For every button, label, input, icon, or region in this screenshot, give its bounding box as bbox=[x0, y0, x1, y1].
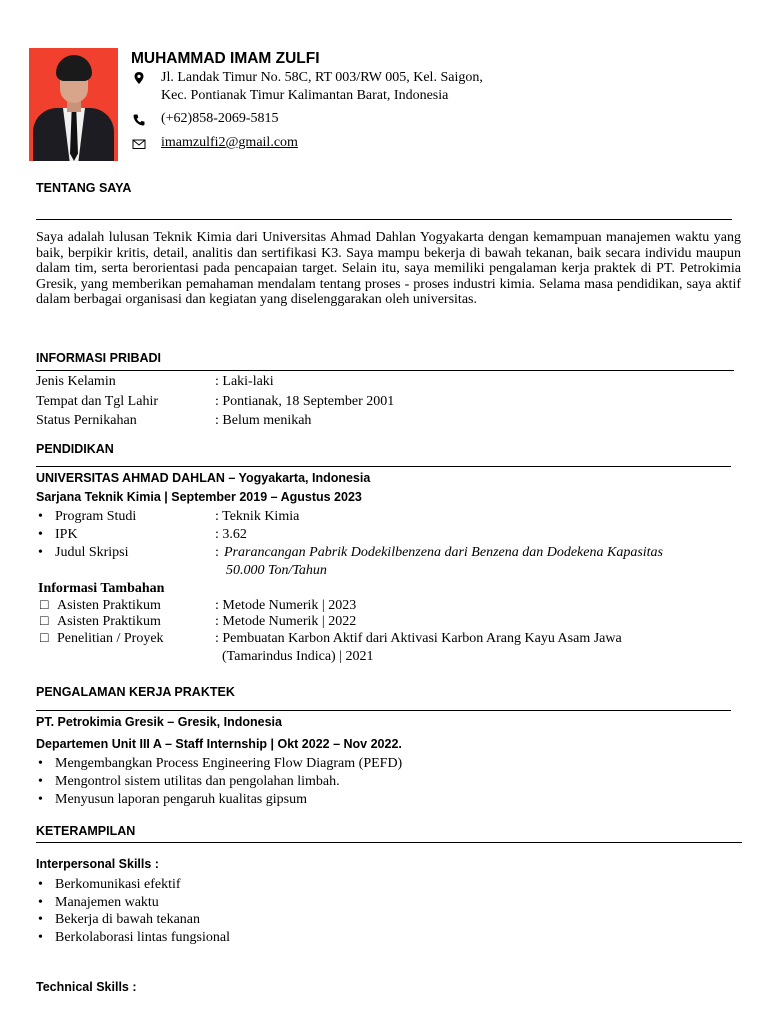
candidate-name: MUHAMMAD IMAM ZULFI bbox=[131, 50, 320, 67]
edu-value-thesis-title: Prarancangan Pabrik Dodekilbenzena dari Benzena dan Dodekena Kapasitas bbox=[224, 545, 663, 560]
phone-number: (+62)858-2069-5815 bbox=[161, 111, 279, 126]
interpersonal-item: Berkomunikasi efektif bbox=[55, 877, 181, 892]
checkbox-icon: □ bbox=[40, 614, 49, 629]
extra-label-3: Penelitian / Proyek bbox=[57, 631, 164, 646]
education-divider bbox=[36, 466, 731, 467]
bullet bbox=[38, 527, 43, 543]
checkbox-icon: □ bbox=[40, 598, 49, 613]
email-link[interactable]: imamzulfi2@gmail.com bbox=[161, 135, 298, 150]
edu-label-program: Program Studi bbox=[55, 509, 137, 524]
address-line-2: Kec. Pontianak Timur Kalimantan Barat, Indonesia bbox=[161, 88, 449, 103]
personal-label-marital: Status Pernikahan bbox=[36, 413, 137, 428]
edu-label-thesis: Judul Skripsi bbox=[55, 545, 129, 560]
envelope-icon bbox=[132, 137, 146, 151]
experience-divider bbox=[36, 710, 731, 711]
experience-heading: PENGALAMAN KERJA PRAKTEK bbox=[36, 685, 235, 699]
bullet bbox=[38, 792, 43, 808]
edu-value-program: : Teknik Kimia bbox=[215, 509, 300, 524]
phone-icon bbox=[132, 113, 146, 127]
about-divider bbox=[36, 219, 732, 220]
skills-divider bbox=[36, 842, 742, 843]
personal-value-gender: : Laki-laki bbox=[215, 374, 274, 389]
about-paragraph: Saya adalah lulusan Teknik Kimia dari Universitas Ahmad Dahlan Yogyakarta dengan kemampuan manajemen waktu yang baik, berpikir kritis, detail, analitis dan sertifikasi K3. Saya mampu bekerja di bawah tekanan, baik secara individu maupun dalam tim, serta berorientasi pada pencapaian target. Selain itu, saya memiliki pengalaman kerja praktek di PT. Petrokimia Gresik, yang memberikan pemahaman mendalam tentang proses - proses industri kimia. Selama masa pendidikan, saya aktif dalam berbagai organisasi dan kegiatan yang diselenggarakan oleh universitas. bbox=[36, 230, 741, 308]
extra-value-1: : Metode Numerik | 2023 bbox=[215, 598, 357, 613]
bullet bbox=[38, 545, 43, 561]
checkbox-icon: □ bbox=[40, 631, 49, 646]
experience-item: Menyusun laporan pengaruh kualitas gipsum bbox=[55, 792, 307, 807]
profile-photo bbox=[29, 48, 118, 161]
bullet bbox=[38, 930, 43, 946]
extra-value-3-cont: (Tamarindus Indica) | 2021 bbox=[222, 649, 374, 664]
address-line-1: Jl. Landak Timur No. 58C, RT 003/RW 005, Kel. Saigon, bbox=[161, 70, 483, 85]
personal-info-divider bbox=[36, 370, 734, 371]
bullet bbox=[38, 877, 43, 893]
education-degree: Sarjana Teknik Kimia | September 2019 – Agustus 2023 bbox=[36, 490, 362, 504]
personal-value-marital: : Belum menikah bbox=[215, 413, 312, 428]
interpersonal-item: Manajemen waktu bbox=[55, 895, 159, 910]
bullet bbox=[38, 912, 43, 928]
about-heading: TENTANG SAYA bbox=[36, 181, 132, 195]
bullet bbox=[38, 774, 43, 790]
extra-value-2: : Metode Numerik | 2022 bbox=[215, 614, 357, 629]
education-heading: PENDIDIKAN bbox=[36, 442, 114, 456]
experience-company: PT. Petrokimia Gresik – Gresik, Indonesia bbox=[36, 715, 282, 729]
technical-heading: Technical Skills : bbox=[36, 980, 137, 994]
bullet bbox=[38, 756, 43, 772]
interpersonal-heading: Interpersonal Skills : bbox=[36, 857, 159, 871]
location-pin-icon bbox=[132, 71, 146, 85]
experience-role: Departemen Unit III A – Staff Internship | Okt 2022 – Nov 2022. bbox=[36, 737, 402, 751]
personal-label-birth: Tempat dan Tgl Lahir bbox=[36, 394, 159, 409]
interpersonal-item: Bekerja di bawah tekanan bbox=[55, 912, 200, 927]
education-institution: UNIVERSITAS AHMAD DAHLAN – Yogyakarta, Indonesia bbox=[36, 471, 371, 485]
bullet bbox=[38, 895, 43, 911]
personal-label-gender: Jenis Kelamin bbox=[36, 374, 116, 389]
personal-value-birth: : Pontianak, 18 September 2001 bbox=[215, 394, 395, 409]
edu-value-gpa: : 3.62 bbox=[215, 527, 247, 542]
experience-item: Mengembangkan Process Engineering Flow Diagram (PEFD) bbox=[55, 756, 403, 771]
edu-value-thesis-prefix: : bbox=[215, 545, 219, 560]
extra-value-3: : Pembuatan Karbon Aktif dari Aktivasi Karbon Arang Kayu Asam Jawa bbox=[215, 631, 622, 646]
edu-value-thesis-title-cont: 50.000 Ton/Tahun bbox=[226, 563, 327, 578]
experience-item: Mengontrol sistem utilitas dan pengolahan limbah. bbox=[55, 774, 340, 789]
extra-label-2: Asisten Praktikum bbox=[57, 614, 161, 629]
bullet bbox=[38, 509, 43, 525]
extra-info-heading: Informasi Tambahan bbox=[38, 581, 165, 596]
interpersonal-item: Berkolaborasi lintas fungsional bbox=[55, 930, 230, 945]
personal-info-heading: INFORMASI PRIBADI bbox=[36, 351, 161, 365]
edu-label-gpa: IPK bbox=[55, 527, 78, 542]
skills-heading: KETERAMPILAN bbox=[36, 824, 136, 838]
extra-label-1: Asisten Praktikum bbox=[57, 598, 161, 613]
